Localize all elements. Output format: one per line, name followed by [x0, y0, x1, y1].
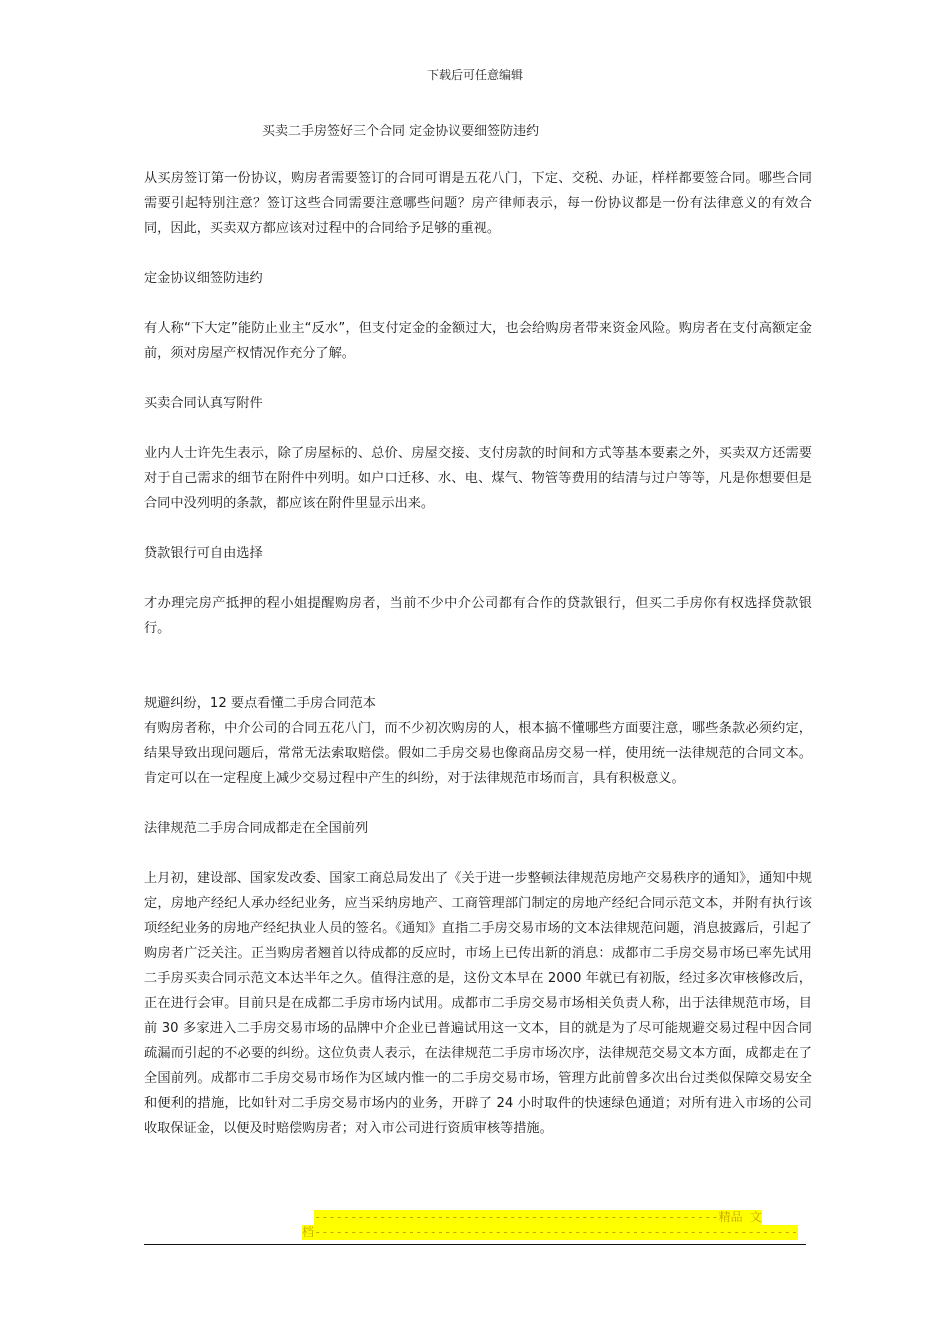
section2-paragraph: 业内人士许先生表示，除了房屋标的、总价、房屋交接、支付房款的时间和方式等基本要素之外，买卖双方还需要对于自己需求的细节在附件中列明。如户口迁移、水、电、煤气、物管等费用的结清与过户等等，凡是你想要但是合同中没列明的条款，都应该在附件里显示出来。: [144, 446, 812, 511]
section3-heading: 贷款银行可自由选择: [144, 546, 263, 561]
footer-divider: [144, 1244, 806, 1245]
document-title: 买卖二手房签好三个合同 定金协议要细签防违约: [262, 124, 540, 139]
section1-paragraph: 有人称“下大定”能防止业主“反水”，但支付定金的金额过大，也会给购房者带来资金风险。购房者在支付高额定金前，须对房屋产权情况作充分了解。: [144, 321, 812, 361]
section4-heading: 规避纠纷，12 要点看懂二手房合同范本: [144, 696, 376, 711]
intro-paragraph: 从买房签订第一份协议，购房者需要签订的合同可谓是五花八门，下定、交税、办证，样样都要签合同。哪些合同需要引起特别注意？签订这些合同需要注意哪些问题？房产律师表示，每一份协议都是一份有法律意义的有效合同，因此，买卖双方都应该对过程中的合同给予足够的重视。: [144, 171, 812, 236]
header-note: 下载后可任意编辑: [426, 68, 523, 82]
document-content: [144, 166, 812, 1141]
section5-paragraph: 上月初，建设部、国家发改委、国家工商总局发出了《关于进一步整顿法律规范房地产交易秩序的通知》，通知中规定，房地产经纪人承办经纪业务，应当采纳房地产、工商管理部门制定的房地产经纪合同示范文本，并附有执行该项经纪业务的房地产经纪执业人员的签名。《通知》直指二手房交易市场的文本法律规范问题，消息披露后，引起了购房者广泛关注。正当购房者翘首以待成都的反应时，市场上已传出新的消息：成都市二手房交易市场已率先试用二手房买卖合同示范文本达半年之久。值得注意的是，这份文本早在 2000 年就已有初版，经过多次审核修改后，正在进行会审。目前只是在成都二手房市场内试用。成都市二手房交易市场相关负责人称，出于法律规范市场，目前 30 多家进入二手房交易市场的品牌中介企业已普遍试用这一文本，目的就是为了尽可能规避交易过程中因合同疏漏而引起的不必要的纠纷。这位负责人表示，在法律规范二手房市场次序，法律规范交易文本方面，成都走在了全国前列。成都市二手房交易市场作为区域内惟一的二手房交易市场，管理方此前曾多次出台过类似保障交易安全和便利的措施，比如针对二手房交易市场内的业务，开辟了 24 小时取件的快速绿色通道；对所有进入市场的公司收取保证金，以便及时赔偿购房者；对入市公司进行资质审核等措施。: [144, 871, 812, 1136]
footer-watermark: [302, 1210, 799, 1240]
section5-heading: 法律规范二手房合同成都走在全国前列: [144, 821, 369, 836]
footer-line-2: 档-------------------------------------------------------------------: [302, 1225, 799, 1239]
footer-line-1: --------------------------------------------------------精品 文: [314, 1210, 762, 1224]
section2-heading: 买卖合同认真写附件: [144, 396, 263, 411]
section3-paragraph: 才办理完房产抵押的程小姐提醒购房者，当前不少中介公司都有合作的贷款银行，但买二手房你有权选择贷款银行。: [144, 596, 812, 636]
section1-heading: 定金协议细签防违约: [144, 271, 263, 286]
section4-paragraph: 有购房者称，中介公司的合同五花八门，而不少初次购房的人，根本搞不懂哪些方面要注意，哪些条款必须约定，结果导致出现问题后，常常无法索取赔偿。假如二手房交易也像商品房交易一样，使用统一法律规范的合同文本。肯定可以在一定程度上减少交易过程中产生的纠纷，对于法律规范市场而言，具有积极意义。: [144, 721, 812, 786]
